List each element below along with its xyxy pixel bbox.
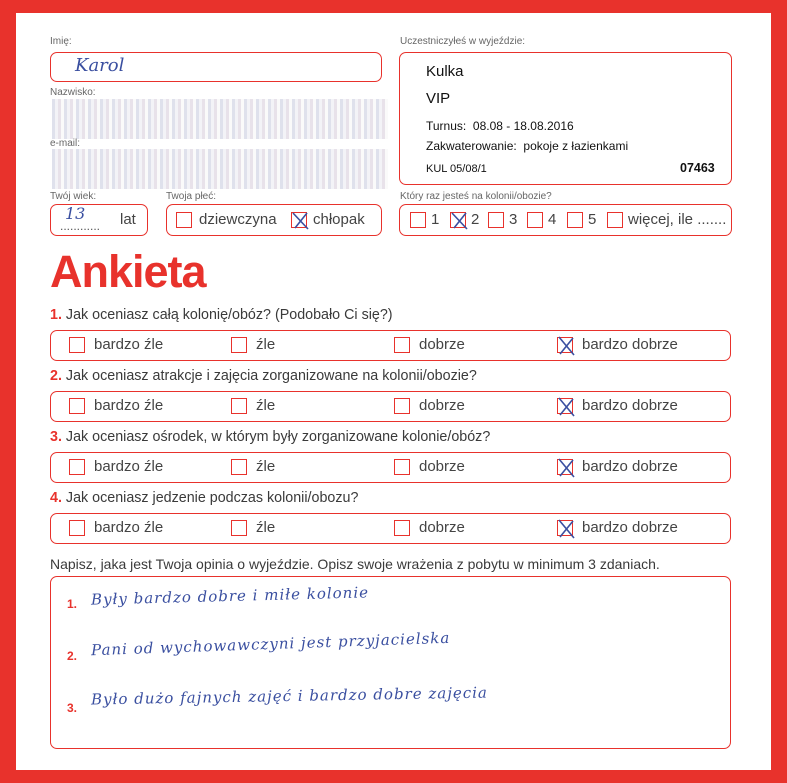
name-label: Imię: — [50, 36, 72, 47]
question-number: 3. — [50, 429, 62, 445]
gender-male-label: chłopak — [313, 211, 365, 228]
rating-checkbox[interactable] — [394, 459, 410, 475]
checkbox-male[interactable] — [291, 212, 307, 228]
check-mark-icon — [556, 335, 578, 357]
times-option-1: 1 — [431, 211, 440, 228]
rating-checkbox[interactable] — [69, 398, 85, 414]
question-number: 2. — [50, 368, 62, 384]
rating-label: źle — [256, 336, 276, 353]
rating-row-3 — [50, 452, 731, 483]
question-3 — [50, 429, 490, 445]
rating-row-4 — [50, 513, 731, 544]
turnus-row — [426, 119, 574, 133]
times-option-2: 2 — [471, 211, 480, 228]
checkbox-times-5[interactable] — [567, 212, 583, 228]
trip-line2: VIP — [426, 90, 451, 107]
rating-label: dobrze — [419, 397, 465, 414]
name-value: Karol — [75, 55, 125, 76]
rating-checkbox[interactable] — [231, 337, 247, 353]
zakw-value: pokoje z łazienkami — [523, 139, 629, 153]
rating-checkbox[interactable] — [69, 459, 85, 475]
opinion-num-1: 1. — [67, 597, 78, 611]
question-2 — [50, 368, 477, 384]
rating-checkbox[interactable] — [231, 398, 247, 414]
page-title: Ankieta — [50, 246, 206, 297]
zakw-row — [426, 139, 628, 153]
checkbox-times-more[interactable] — [607, 212, 623, 228]
rating-row-1 — [50, 330, 731, 361]
rating-checkbox[interactable] — [394, 520, 410, 536]
check-mark-icon — [449, 210, 471, 232]
rating-label: bardzo dobrze — [582, 397, 678, 414]
age-field[interactable] — [50, 204, 148, 236]
opinion-num-3: 3. — [67, 701, 78, 715]
checkbox-times-4[interactable] — [527, 212, 543, 228]
rating-label: źle — [256, 458, 276, 475]
turnus-value: 08.08 - 18.08.2016 — [472, 119, 574, 133]
gender-label: Twoja płeć: — [166, 191, 217, 202]
question-text: Jak oceniasz jedzenie podczas kolonii/obozu? — [65, 490, 359, 506]
rating-label: dobrze — [419, 519, 465, 536]
rating-label: źle — [256, 397, 276, 414]
opinion-prompt: Napisz, jaka jest Twoja opinia o wyjeździe. Opisz swoje wrażenia z pobytu w minimum 3 zdaniach. — [50, 556, 660, 572]
opinion-num-2: 2. — [67, 649, 78, 663]
rating-label: bardzo dobrze — [582, 519, 678, 536]
rating-checkbox[interactable] — [557, 398, 573, 414]
opinion-box[interactable] — [50, 576, 731, 749]
gender-field — [166, 204, 382, 236]
participated-label: Uczestniczyłeś w wyjeździe: — [400, 36, 526, 47]
rating-label: dobrze — [419, 458, 465, 475]
question-text: Jak oceniasz całą kolonię/obóz? (Podobało Ci się?) — [65, 307, 393, 323]
age-unit: lat — [120, 211, 136, 228]
checkbox-female[interactable] — [176, 212, 192, 228]
rating-checkbox[interactable] — [557, 459, 573, 475]
rating-label: bardzo źle — [94, 397, 164, 414]
rating-checkbox[interactable] — [69, 337, 85, 353]
rating-label: bardzo źle — [94, 519, 164, 536]
rating-checkbox[interactable] — [557, 520, 573, 536]
check-mark-icon — [556, 518, 578, 540]
opinion-line-1: Były bardzo dobre i miłe kolonie — [90, 583, 370, 609]
rating-label: dobrze — [419, 336, 465, 353]
trip-number: 07463 — [680, 161, 715, 175]
question-1 — [50, 307, 393, 323]
trip-line1: Kulka — [426, 63, 464, 80]
times-option-more: więcej, ile ....... — [628, 211, 727, 228]
check-mark-icon — [556, 396, 578, 418]
times-label: Który raz jesteś na kolonii/obozie? — [400, 191, 552, 202]
surname-redacted — [52, 99, 388, 139]
checkbox-times-3[interactable] — [488, 212, 504, 228]
question-text: Jak oceniasz atrakcje i zajęcia zorganizowane na kolonii/obozie? — [65, 368, 477, 384]
survey-form — [16, 13, 771, 770]
rating-label: bardzo źle — [94, 458, 164, 475]
rating-checkbox[interactable] — [231, 459, 247, 475]
email-label: e-mail: — [50, 138, 81, 149]
question-number: 1. — [50, 307, 62, 323]
rating-label: bardzo źle — [94, 336, 164, 353]
turnus-label: Turnus: — [426, 119, 467, 133]
trip-code: KUL 05/08/1 — [426, 163, 487, 175]
rating-checkbox[interactable] — [231, 520, 247, 536]
times-option-3: 3 — [509, 211, 518, 228]
rating-checkbox[interactable] — [394, 337, 410, 353]
rating-checkbox[interactable] — [557, 337, 573, 353]
check-mark-icon — [556, 457, 578, 479]
email-redacted — [52, 149, 388, 189]
age-dots: ............ — [60, 219, 101, 233]
age-value: 13 — [65, 204, 86, 223]
rating-label: bardzo dobrze — [582, 336, 678, 353]
times-option-5: 5 — [588, 211, 597, 228]
times-field — [399, 204, 732, 236]
rating-label: źle — [256, 519, 276, 536]
gender-female-label: dziewczyna — [199, 211, 277, 228]
rating-label: bardzo dobrze — [582, 458, 678, 475]
question-4 — [50, 490, 358, 506]
rating-row-2 — [50, 391, 731, 422]
check-mark-icon — [290, 210, 312, 232]
name-field[interactable] — [50, 52, 382, 82]
age-label: Twój wiek: — [50, 191, 97, 202]
times-option-4: 4 — [548, 211, 557, 228]
checkbox-times-2[interactable] — [450, 212, 466, 228]
opinion-line-3: Było dużo fajnych zajęć i bardzo dobre zajęcia — [90, 683, 489, 709]
question-number: 4. — [50, 490, 62, 506]
zakw-label: Zakwaterowanie: — [426, 139, 517, 153]
question-text: Jak oceniasz ośrodek, w którym były zorganizowane kolonie/obóz? — [65, 429, 491, 445]
trip-info-box — [399, 52, 732, 185]
checkbox-times-1[interactable] — [410, 212, 426, 228]
rating-checkbox[interactable] — [69, 520, 85, 536]
opinion-line-2: Pani od wychowawczyni jest przyjacielska — [90, 628, 451, 660]
rating-checkbox[interactable] — [394, 398, 410, 414]
surname-label: Nazwisko: — [50, 87, 96, 98]
